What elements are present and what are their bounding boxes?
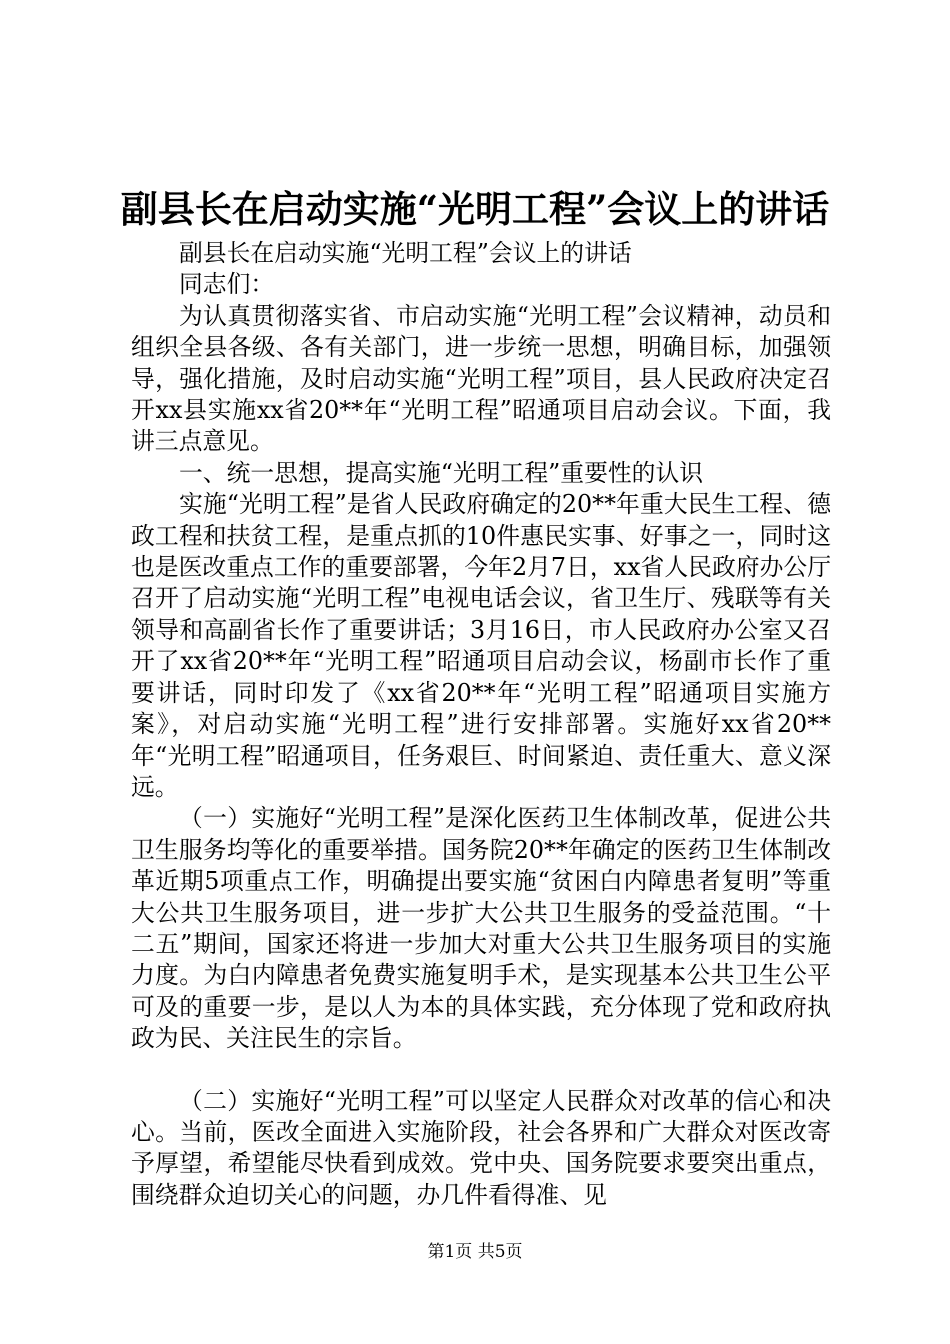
section-heading: 一、统一思想，提高实施“光明工程”重要性的认识	[179, 458, 704, 487]
body-paragraph: 实施“光明工程”是省人民政府确定的20**年重大民生工程、德政工程和扶贫工程，是重点抓的10件惠民实事、好事之一，同时这也是医改重点工作的重要部署，今年2月7日，xx省人民政府办公厅召开了启动实施“光明工程”电视电话会议，省卫生厅、残联等有关领导和高副省长作了重要讲话；3月16日，市人民政府办公室又召开了xx省20**年“光明工程”昭通项目启动会议，杨副市长作了重要讲话，同时印发了《xx省20**年“光明工程”昭通项目实施方案》，对启动实施“光明工程”进行安排部署。实施好xx省20**年“光明工程”昭通项目，任务艰巨、时间紧迫、责任重大、意义深远。	[131, 490, 831, 801]
body-paragraph: （一）实施好“光明工程”是深化医药卫生体制改革，促进公共卫生服务均等化的重要举措。国务院20**年确定的医药卫生体制改革近期5项重点工作，明确提出要实施“贫困白内障患者复明”等重大公共卫生服务项目，进一步扩大公共卫生服务的受益范围。“十二五”期间，国家还将进一步加大对重大公共卫生服务项目的实施力度。为白内障患者免费实施复明手术，是实现基本公共卫生公平可及的重要一步，是以人为本的具体实践，充分体现了党和政府执政为民、关注民生的宗旨。	[131, 804, 831, 1053]
page-footer: 第1页 共5页	[427, 1242, 523, 1262]
body-paragraph: （二）实施好“光明工程”可以坚定人民群众对改革的信心和决心。当前，医改全面进入实施阶段，社会各界和广大群众对医改寄予厚望，希望能尽快看到成效。党中央、国务院要求要突出重点，围绕群众迫切关心的问题，办几件看得准、见	[131, 1086, 831, 1209]
subtitle-paragraph: 副县长在启动实施“光明工程”会议上的讲话	[179, 239, 632, 267]
document-body	[131, 238, 831, 1211]
document-title: 副县长在启动实施“光明工程”会议上的讲话	[120, 187, 830, 231]
salutation-paragraph: 同志们：	[179, 270, 275, 299]
intro-paragraph: 为认真贯彻落实省、市启动实施“光明工程”会议精神，动员和组织全县各级、各有关部门，进一步统一思想，明确目标，加强领导，强化措施，及时启动实施“光明工程”项目，县人民政府决定召开xx县实施xx省20**年“光明工程”昭通项目启动会议。下面，我讲三点意见。	[131, 301, 831, 456]
